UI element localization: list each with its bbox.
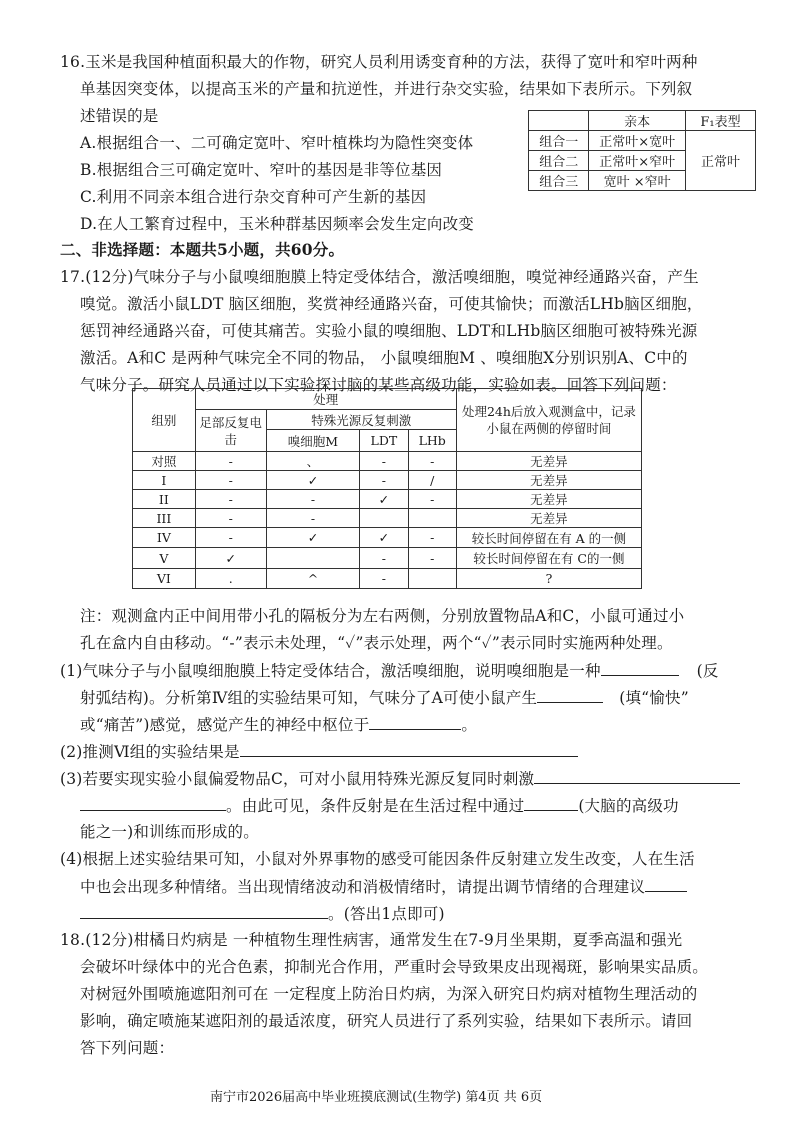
q16-table-header-parent: 亲本 xyxy=(589,111,686,131)
q16-table-row-name: 组合三 xyxy=(529,171,589,191)
q17-sub3-blank-2[interactable] xyxy=(524,795,578,811)
q17-row-result: 较长时间停留在有 C的一侧 xyxy=(456,548,641,569)
q17-para-line3: 惩罚神经通路兴奋，可使其痛苦。实验小鼠的嗅细胞、LDT和LHb脑区细胞可被特殊光源 xyxy=(80,322,698,340)
q17-sub2-text: (2)推测Ⅵ组的实验结果是 xyxy=(60,743,240,761)
q17-row-lhb xyxy=(408,569,456,589)
q16-stem-line1: 16.玉米是我国种植面积最大的作物，研究人员利用诱变育种的方法，获得了宽叶和窄叶两种 xyxy=(60,53,698,71)
q17-row-foot: - xyxy=(195,490,266,509)
q17-sub1-blank-2[interactable] xyxy=(537,687,603,703)
q17-row-group: VI xyxy=(133,569,196,589)
q17-row-result: 无差异 xyxy=(456,490,641,509)
q16-table-row-name: 组合一 xyxy=(529,131,589,151)
q17-row-result: 较长时间停留在有 A 的一侧 xyxy=(456,528,641,548)
q17-sub3-blank-1[interactable] xyxy=(534,768,740,784)
q17-sub1-blank-3[interactable] xyxy=(369,714,461,730)
q16-cross-table xyxy=(528,110,756,191)
q17-sub1-line3 xyxy=(80,714,477,735)
q17-row-ldt: ✓ xyxy=(360,528,408,548)
q17-row-lhb: - xyxy=(408,548,456,569)
section-2-heading: 二、非选择题：本题共5小题，共60分。 xyxy=(60,240,345,259)
q17-sub1-text-a: (1)气味分子与小鼠嗅细胞膜上特定受体结合，激活嗅细胞，说明嗅细胞是一种 xyxy=(60,662,601,680)
q17-sub2-blank[interactable] xyxy=(240,741,578,757)
page-footer: 南宁市2026届高中毕业班摸底测试(生物学) 第4页 共 6页 xyxy=(210,1090,543,1105)
q16-option-d: D.在人工繁育过程中，玉米种群基因频率会发生定向改变 xyxy=(80,215,475,233)
q17-sub1-text-e: 或“痛苦”)感觉，感觉产生的神经中枢位于 xyxy=(80,716,370,734)
q17-row-group: I xyxy=(133,471,196,490)
q17-row-ldt: - xyxy=(360,471,408,490)
q16-option-b: B.根据组合三可确定宽叶、窄叶的基因是非等位基因 xyxy=(80,161,443,179)
q17-row-foot: ✓ xyxy=(195,548,266,569)
q17-row-foot: - xyxy=(195,528,266,548)
q17-para-line1: 17.(12分)气味分子与小鼠嗅细胞膜上特定受体结合，激活嗅细胞，嗅觉神经通路兴奋，产生 xyxy=(60,268,699,286)
q18-para-line3: 对树冠外围喷施遮阳剂可在 一定程度上防治日灼病，为深入研究日灼病对植物生理活动的 xyxy=(80,985,698,1003)
q17-sub2-line xyxy=(60,741,578,762)
q17-row-ldt xyxy=(360,509,408,528)
q17-sub3-blank-1-cont[interactable] xyxy=(80,795,226,811)
q17-sub3-text-b: 。由此可见，条件反射是在生活过程中通过 xyxy=(226,797,525,815)
q17-row-group: III xyxy=(133,509,196,528)
q17-header-ldt: LDT xyxy=(360,430,408,452)
q16-table-row-name: 组合二 xyxy=(529,151,589,171)
q17-row-result: 无差异 xyxy=(456,471,641,490)
q16-stem-line2: 单基因突变体，以提高玉米的产量和抗逆性，并进行杂交实验，结果如下表所示。下列叙 xyxy=(80,80,693,98)
q17-sub3-text-a: (3)若要实现实验小鼠偏爱物品C，可对小鼠用特殊光源反复同时刺激 xyxy=(60,770,535,788)
q17-sub4-text-b: 中也会出现多种情绪。当出现情绪波动和消极情绪时，请提出调节情绪的合理建议 xyxy=(80,878,646,896)
q18-para-line5: 答下列问题： xyxy=(80,1039,175,1057)
q17-row-m: - xyxy=(266,490,360,509)
q17-row-m: ✓ xyxy=(266,471,360,490)
q17-row-lhb xyxy=(408,509,456,528)
q17-row-lhb: - xyxy=(408,452,456,471)
q18-para-line1: 18.(12分)柑橘日灼病是 一种植物生理性病害，通常发生在7-9月坐果期，夏季高温和强光 xyxy=(60,931,683,949)
q17-header-cell-m: 嗅细胞M xyxy=(266,430,360,452)
q17-sub1-text-b: (反 xyxy=(696,662,719,680)
q17-row-m: ✓ xyxy=(266,528,360,548)
q16-table-f1-value: 正常叶 xyxy=(685,131,755,191)
q17-row-m: - xyxy=(266,509,360,528)
q18-para-line4: 影响，确定喷施某遮阳剂的最适浓度，研究人员进行了系列实验，结果如下表所示。请回 xyxy=(80,1012,693,1030)
q16-table-row-cross: 正常叶×宽叶 xyxy=(589,131,686,151)
q17-sub4-text-c: 。(答出1点即可) xyxy=(328,905,445,923)
q17-sub1-line2 xyxy=(80,687,689,708)
q17-sub1-text-f: 。 xyxy=(461,716,478,734)
q17-sub3-text-c: (大脑的高级功 xyxy=(578,797,679,815)
q17-header-result: 处理24h后放入观测盒中，记录小鼠在两侧的停留时间 xyxy=(456,389,641,452)
q17-row-foot: - xyxy=(195,471,266,490)
q16-table-row-cross: 正常叶×窄叶 xyxy=(589,151,686,171)
q16-option-c: C.利用不同亲本组合进行杂交育种可产生新的基因 xyxy=(80,188,427,206)
q17-row-group: IV xyxy=(133,528,196,548)
q17-sub1-blank-1[interactable] xyxy=(601,660,679,676)
q17-sub4-line3 xyxy=(80,903,445,924)
q17-sub1-line1 xyxy=(60,660,719,681)
q17-sub1-text-c: 射弧结构)。分析第Ⅳ组的实验结果可知，气味分了A可使小鼠产生 xyxy=(80,689,538,707)
q17-para-line2: 嗅觉。激活小鼠LDT 脑区细胞，奖赏神经通路兴奋，可使其愉快；而激活LHb脑区细胞， xyxy=(80,295,703,313)
q17-row-m: ^ xyxy=(266,569,360,589)
q17-note-line2: 孔在盒内自由移动。“-”表示未处理，“✓”表示处理，两个“✓”表示同时实施两种处理。 xyxy=(80,634,673,652)
q17-para-line5: 气味分子。研究人员通过以下实验探讨脑的某些高级功能，实验如表。回答下列问题： xyxy=(80,376,677,394)
q16-stem-line3: 述错误的是 xyxy=(80,107,159,125)
q17-experiment-table xyxy=(132,388,642,589)
q17-row-group: 对照 xyxy=(133,452,196,471)
q17-sub4-line2 xyxy=(80,876,687,897)
q17-note-line1: 注：观测盒内正中间用带小孔的隔板分为左右两侧，分别放置物品A和C，小鼠可通过小 xyxy=(80,607,685,625)
q17-header-lhb: LHb xyxy=(408,430,456,452)
q17-row-ldt: - xyxy=(360,548,408,569)
q17-row-foot: - xyxy=(195,452,266,471)
q17-sub4-blank[interactable] xyxy=(645,876,687,892)
q17-sub3-line2 xyxy=(80,795,679,816)
q16-table-row-cross: 宽叶 ×窄叶 xyxy=(589,171,686,191)
q17-header-light: 特殊光源反复刺激 xyxy=(266,410,456,430)
q17-header-foot-shock: 足部反复电击 xyxy=(195,410,266,452)
q17-sub3-line1 xyxy=(60,768,740,789)
q17-row-foot: . xyxy=(195,569,266,589)
q17-row-result: 无差异 xyxy=(456,509,641,528)
q16-option-a: A.根据组合一、二可确定宽叶、窄叶植株均为隐性突变体 xyxy=(80,134,474,152)
q17-row-group: II xyxy=(133,490,196,509)
q17-row-ldt: - xyxy=(360,452,408,471)
q17-header-treatment: 处理 xyxy=(195,389,456,410)
q17-row-ldt: - xyxy=(360,569,408,589)
q17-row-lhb: - xyxy=(408,528,456,548)
q17-row-m: 、 xyxy=(266,452,360,471)
q17-header-group: 组别 xyxy=(133,389,196,452)
q17-row-foot: - xyxy=(195,509,266,528)
q17-row-m xyxy=(266,548,360,569)
q17-para-line4: 激活。A和C 是两种气味完全不同的物品， 小鼠嗅细胞M 、嗅细胞X分别识别A、C中的 xyxy=(80,349,688,367)
q17-sub4-blank-cont[interactable] xyxy=(80,903,328,919)
q17-row-lhb: - xyxy=(408,490,456,509)
q17-row-result: 无差异 xyxy=(456,452,641,471)
q17-row-result: ? xyxy=(456,569,641,589)
q18-para-line2: 会破坏叶绿体中的光合色素，抑制光合作用，严重时会导致果皮出现褐斑，影响果实品质。 xyxy=(80,958,709,976)
q17-sub1-text-d: (填“愉快” xyxy=(619,689,689,707)
q17-sub4-line1: (4)根据上述实验结果可知，小鼠对外界事物的感受可能因条件反射建立发生改变，人在生活 xyxy=(60,850,695,868)
q16-table-header-f1: F₁表型 xyxy=(685,111,755,131)
q17-sub3-line3: 能之一)和训练而形成的。 xyxy=(80,823,259,841)
q17-row-lhb: / xyxy=(408,471,456,490)
q17-row-group: V xyxy=(133,548,196,569)
q17-row-ldt: ✓ xyxy=(360,490,408,509)
